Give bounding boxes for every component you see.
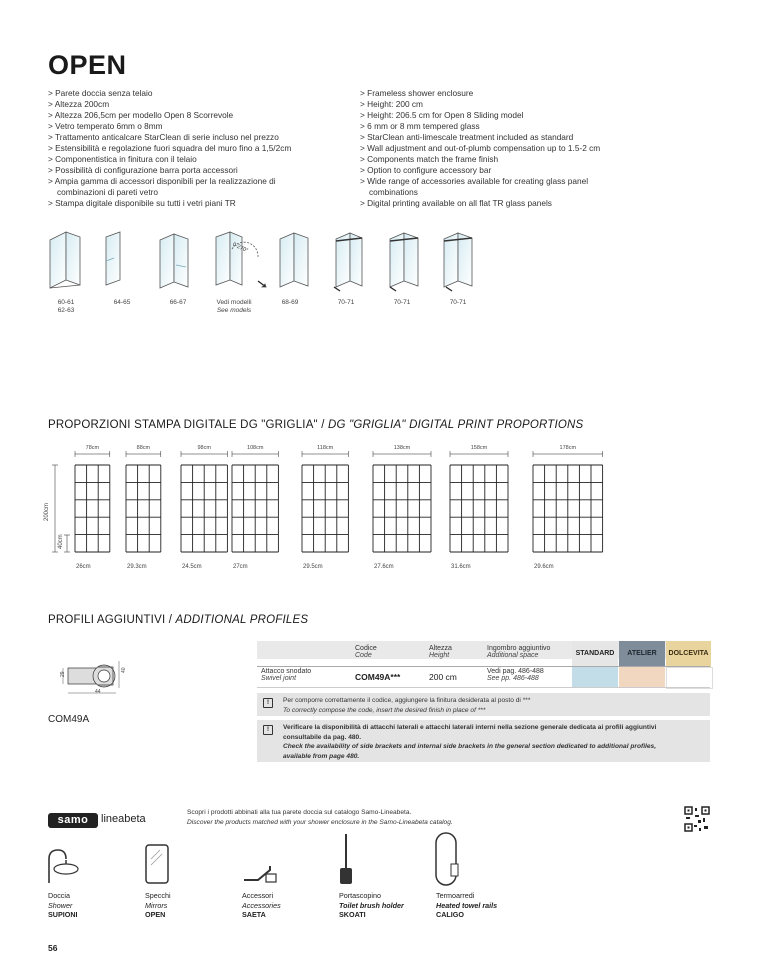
grid-118cm	[302, 451, 348, 552]
finish-swatch-atelier	[619, 667, 665, 687]
product-towel-rails[interactable]: Termoarredi Heated towel rails CALIGO	[436, 891, 498, 919]
profile-dim-a: 29	[60, 671, 66, 677]
grid-width-label: 108cm	[246, 445, 264, 451]
row-reference: Vedi pag. 486-488 See pp. 486-488	[487, 668, 544, 682]
grid-cell-label: 26cm	[76, 564, 91, 570]
col-height-header: Altezza Height	[429, 645, 452, 659]
config-sliding-3	[444, 233, 472, 291]
print-grids	[40, 440, 620, 578]
grid-width-label: 88cm	[136, 445, 151, 451]
height-label: 200cm	[44, 502, 50, 521]
grid-cell-label: 29.5cm	[303, 564, 323, 570]
angle-label: 0-270°	[231, 241, 249, 255]
grid-138cm	[373, 451, 431, 552]
finish-header-standard: STANDARD	[572, 641, 618, 667]
grid-78cm	[75, 451, 110, 552]
config-label: 64-65	[113, 299, 131, 306]
grid-cell-label: 27.6cm	[374, 564, 394, 570]
grid-width-label: 158cm	[470, 445, 488, 451]
print-section-title: PROPORZIONI STAMPA DIGITALE DG "GRIGLIA" / DG "GRIGLIA" DIGITAL PRINT PROPORTIONS	[48, 419, 584, 431]
catalog-description: Scopri i prodotti abbinati alla tua parete doccia sul catalogo Samo-Lineabeta. Discover the products matched with your shower enclosure in the Samo-Lineabeta catalog.	[187, 809, 453, 826]
row-name: Attacco snodato Swivel joint	[261, 668, 312, 682]
config-swivel-panel	[216, 232, 266, 287]
config-label: 70-71	[337, 299, 355, 306]
grid-108cm	[232, 451, 278, 552]
grid-width-label: 178cm	[559, 445, 577, 451]
page-title: OPEN	[48, 50, 127, 80]
col-space-header: Ingombro aggiuntivo Additional space	[487, 645, 551, 659]
config-label: 70-71	[393, 299, 411, 306]
config-walk-in-panel	[106, 232, 120, 285]
grid-178cm	[533, 451, 603, 552]
row-height-label: 40cm	[58, 534, 64, 549]
grid-width-label: 138cm	[393, 445, 411, 451]
product-toilet-brush[interactable]: Portascopino Toilet brush holder SKOATI	[339, 891, 404, 919]
finish-header-atelier: ATELIER	[619, 641, 665, 667]
grid-cell-label: 24.5cm	[182, 564, 202, 570]
config-panel-with-return	[160, 234, 188, 288]
finish-header-dolcevita: DOLCEVITA	[666, 641, 711, 667]
config-label: 60-61 62-63	[57, 299, 75, 314]
grid-cell-label: 31.6cm	[451, 564, 471, 570]
row-height: 200 cm	[429, 672, 457, 682]
accessory-hook-icon	[240, 864, 280, 886]
grid-88cm	[126, 451, 161, 552]
config-label: Vedi modelli See models	[216, 299, 252, 314]
grid-width-label: 118cm	[317, 445, 334, 451]
lineabeta-logo: lineabeta	[101, 813, 146, 825]
note-1: Per comporre correttamente il codice, aggiungere la finitura desiderata al posto di *** To correctly compose the code, insert the desired finish in place of ***	[283, 697, 531, 714]
profiles-section-title: PROFILI AGGIUNTIVI / ADDITIONAL PROFILES	[48, 614, 309, 626]
info-icon: !	[263, 698, 273, 708]
page-number: 56	[48, 943, 58, 953]
grid-width-label: 78cm	[85, 445, 100, 451]
qr-code-icon[interactable]	[684, 806, 710, 832]
table-divider	[257, 687, 710, 688]
product-accessories[interactable]: Accessori Accessories SAETA	[242, 891, 281, 919]
mirror-icon	[143, 843, 171, 887]
config-label: 70-71	[449, 299, 467, 306]
grid-158cm	[450, 451, 508, 552]
info-icon: !	[263, 725, 273, 735]
samo-logo: samo	[48, 813, 98, 828]
grid-cell-label: 29.3cm	[127, 564, 147, 570]
towel-rail-icon	[432, 830, 462, 888]
row-code: COM49A***	[355, 672, 401, 682]
finish-swatch-dolcevita	[666, 667, 713, 689]
shower-head-icon	[44, 847, 84, 887]
grid-width-label: 98cm	[197, 445, 211, 451]
toilet-brush-icon	[336, 832, 356, 888]
finish-swatch-standard	[572, 667, 618, 687]
profile-code: COM49A	[48, 714, 90, 725]
config-fixed-panel	[280, 233, 308, 287]
profile-dim-b: 40	[121, 667, 127, 673]
features-english: > Frameless shower enclosure > Height: 200 cm > Height: 206.5 cm for Open 8 Sliding model > 6 mm or 8 mm tempered glass > StarClean anti-limescale treatment included as standard > Wall adjustment and out-of-plumb compensation up to 1.5-2 cm > Components match the frame finish > Option to configure accessory bar > Wide range of accessories available for creating glass panel combinations > Digital printing available on all flat TR glass panels	[360, 88, 601, 209]
config-label: 68-69	[281, 299, 299, 306]
product-mirrors[interactable]: Specchi Mirrors OPEN	[145, 891, 171, 919]
features-italian: > Parete doccia senza telaio > Altezza 200cm > Altezza 206,5cm per modello Open 8 Scorrevole > Vetro temperato 6mm o 8mm > Trattamento anticalcare StarClean di serie incluso nel prezzo > Estensibilità e regolazione fuori squadra del muro fino a 1,5/2cm > Componentistica in finitura con il telaio > Possibilità di configurazione barra porta accessori > Ampia gamma di accessori disponibili per la realizzazione di combinazioni di pareti vetro > Stampa digitale disponibile su tutti i vetri piani TR	[48, 88, 292, 209]
product-shower[interactable]: Doccia Shower SUPIONI	[48, 891, 78, 919]
config-corner-enclosure	[50, 232, 80, 288]
col-code-header: Codice Code	[355, 645, 377, 659]
grid-cell-label: 29.6cm	[534, 564, 554, 570]
grid-cell-label: 27cm	[233, 564, 248, 570]
configuration-diagrams	[40, 225, 490, 295]
grid-98cm	[181, 451, 227, 552]
config-sliding-2	[390, 233, 418, 291]
config-label: 66-67	[169, 299, 187, 306]
note-2: Verificare la disponibilità di attacchi laterali e attacchi laterali interni nella sezione generale dedicata ai profili aggiuntivi consultabile da pag. 480. Check the availability of side brackets and internal side brackets in the general section dedicated to additional profiles, available from page 480.	[283, 724, 657, 760]
config-sliding-1	[334, 233, 362, 291]
profile-dim-c: 44	[95, 689, 101, 695]
